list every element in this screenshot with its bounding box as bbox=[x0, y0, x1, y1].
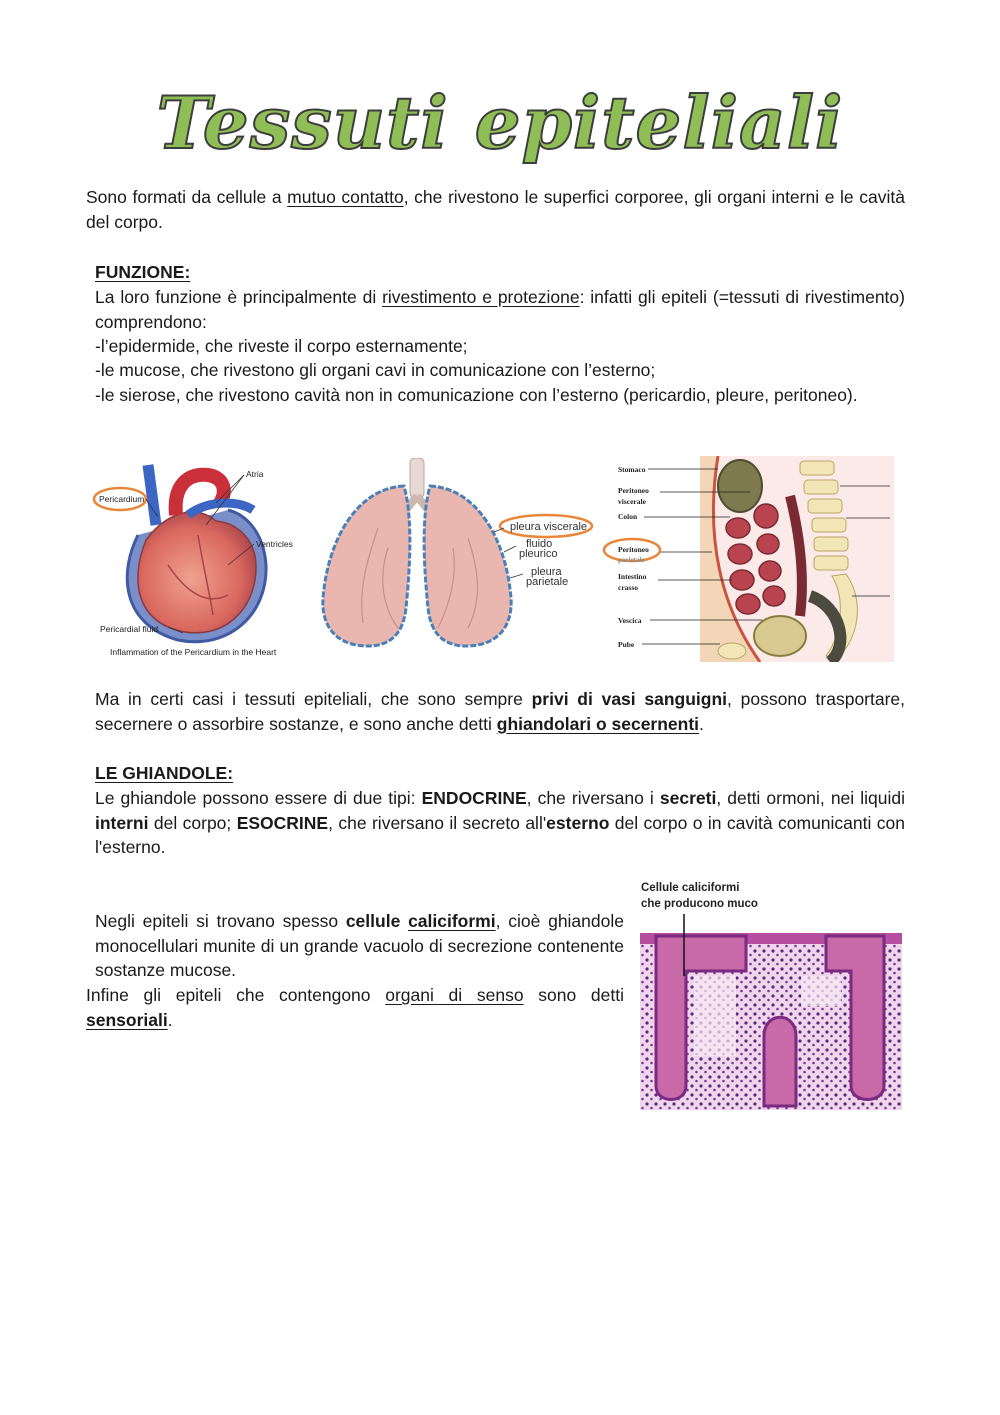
pericardial-fluid-label: Pericardial fluid bbox=[100, 624, 159, 634]
vena-cava bbox=[148, 465, 156, 525]
villus-middle bbox=[764, 1017, 796, 1106]
atria-label: Atria bbox=[246, 469, 264, 479]
crasso-label: crasso bbox=[618, 583, 638, 592]
funzione-item-sierose: -le sierose, che rivestono cavità non in comunicazione con l’esterno (pericardio, pleure, peritoneo). bbox=[95, 385, 858, 405]
caliciformi-paragraph bbox=[95, 909, 624, 983]
ghiandole-text: , che riversano il secreto all' bbox=[328, 812, 547, 833]
ghiandole-text: , che riversano i bbox=[526, 788, 660, 808]
ghiandole-text-end: del corpo o in cavità comunicanti con l'esterno. bbox=[95, 812, 906, 857]
ghiandole-heading: LE GHIANDOLE: bbox=[95, 763, 234, 783]
stomach-organ bbox=[718, 460, 762, 512]
pube-label: Pube bbox=[618, 640, 635, 649]
heart-body bbox=[138, 512, 256, 633]
sensoriali-text: Infine gli epiteli che contengono bbox=[86, 985, 386, 1005]
viscerale-label: viscerale bbox=[618, 497, 646, 506]
fluido-pointer bbox=[504, 546, 516, 552]
funzione-text-end: : infatti gli epiteli (=tessuti di rivestimento) comprendono: bbox=[95, 287, 905, 332]
pleura-viscerale-label: pleura viscerale bbox=[510, 521, 588, 533]
trasporto-text-mid: , possono trasportare, secernere o assorbire sostanze, e sono anche detti bbox=[95, 689, 906, 734]
lungs-figure bbox=[318, 458, 596, 653]
goblet-cells-figure bbox=[636, 876, 904, 1114]
right-lung bbox=[424, 486, 511, 646]
endocrine-bold: ENDOCRINE bbox=[421, 788, 527, 808]
funzione-item-mucose: -le mucose, che rivestono gli organi cavi in comunicazione con l’esterno; bbox=[95, 360, 656, 380]
sensoriali-text-mid: sono detti bbox=[523, 985, 624, 1005]
funzione-underlined: rivestimento e protezione bbox=[382, 287, 580, 307]
heart-caption: Inflammation of the Pericardium in the Heart bbox=[110, 647, 277, 657]
heart-figure bbox=[88, 455, 298, 660]
parietale-label: parietale bbox=[618, 556, 645, 564]
pubis-bone bbox=[718, 643, 746, 659]
funzione-item-epidermide: -l’epidermide, che riveste il corpo esternamente; bbox=[95, 336, 468, 356]
intestino-label: Intestino bbox=[618, 572, 647, 581]
bladder bbox=[754, 616, 806, 656]
parietale-label: parietale bbox=[526, 576, 569, 588]
goblet-label-line1: Cellule caliciformi bbox=[641, 882, 740, 894]
esterno-bold: esterno bbox=[546, 812, 610, 833]
intro-text-end: , che rivestono le superfici corporee, gli organi interni e le cavità del corpo. bbox=[86, 187, 905, 232]
trasporto-paragraph bbox=[95, 687, 905, 736]
ghiandole-text: , detti ormoni, nei liquidi bbox=[716, 788, 905, 808]
colon-label: Colon bbox=[618, 512, 638, 521]
intro-text: Sono formati da cellule a bbox=[86, 187, 288, 207]
caliciformi-text: Negli epiteli si trovano spesso bbox=[95, 911, 346, 931]
sensoriali-text-end: . bbox=[167, 1009, 173, 1030]
trachea bbox=[410, 458, 424, 498]
ghiandole-paragraph bbox=[95, 786, 905, 860]
caliciformi-text-end: , cioè ghiandole monocellulari munite di un grande vacuolo di secrezione contenente sostanze mucose. bbox=[95, 911, 624, 980]
sensoriali-paragraph bbox=[86, 983, 624, 1032]
intro-underlined: mutuo contatto bbox=[287, 187, 404, 207]
trasporto-bold-underlined: ghiandolari o secernenti bbox=[496, 713, 700, 734]
pleura-label: pleura bbox=[531, 566, 562, 578]
interni-bold: interni bbox=[95, 812, 149, 833]
parietale-pointer bbox=[510, 574, 523, 578]
trasporto-bold: privi di vasi sanguigni bbox=[531, 689, 728, 709]
cellule-bold: cellule bbox=[345, 911, 409, 931]
goblet-label-line2: che producono muco bbox=[641, 898, 758, 910]
abdomen-figure bbox=[600, 456, 894, 662]
ghiandole-text: del corpo; bbox=[148, 812, 237, 833]
sensoriali-bold-underlined: sensoriali bbox=[86, 1009, 168, 1030]
secreti-bold: secreti bbox=[659, 788, 717, 808]
funzione-paragraph bbox=[95, 285, 905, 334]
pleurico-label: pleurico bbox=[519, 548, 558, 560]
trasporto-text: Ma in certi casi i tessuti epiteliali, che sono sempre bbox=[95, 689, 532, 709]
ghiandole-text: Le ghiandole possono essere di due tipi: bbox=[95, 788, 422, 808]
fluido-label: fluido bbox=[526, 538, 553, 550]
page-title: Tessuti epiteliali bbox=[156, 80, 844, 165]
peritoneo-parietale-label: Peritoneo bbox=[618, 545, 649, 554]
funzione-heading: FUNZIONE: bbox=[95, 262, 191, 282]
stomaco-label: Stomaco bbox=[618, 465, 646, 474]
ventricles-label: Ventricles bbox=[256, 539, 293, 549]
trasporto-text-end: . bbox=[699, 713, 704, 734]
organi-di-senso-underlined: organi di senso bbox=[385, 985, 524, 1005]
caliciformi-bold-underlined: caliciformi bbox=[408, 911, 496, 931]
peritoneo-viscerale-label: Peritoneo bbox=[618, 486, 649, 495]
vescica-label: Vescica bbox=[618, 616, 642, 625]
funzione-text: La loro funzione è principalmente di bbox=[95, 287, 383, 307]
intro-paragraph bbox=[86, 185, 905, 234]
pericardium-label: Pericardium bbox=[99, 494, 145, 504]
esocrine-bold: ESOCRINE bbox=[236, 812, 329, 833]
